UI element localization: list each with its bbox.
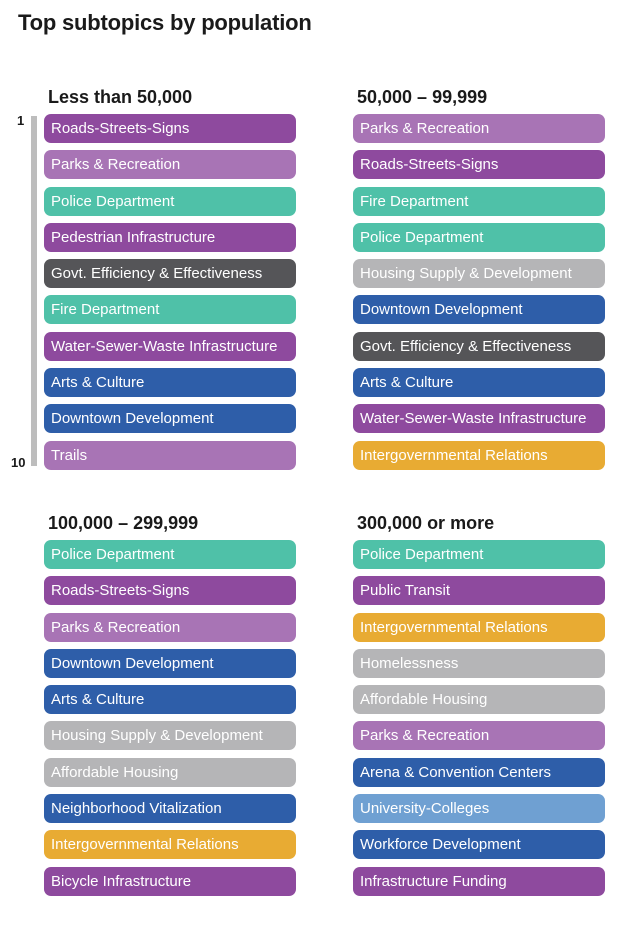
ranked-subtopic-pill: Govt. Efficiency & Effectiveness	[44, 259, 296, 288]
ranked-subtopic-pill: Parks & Recreation	[353, 721, 605, 750]
ranked-subtopic-pill: Downtown Development	[44, 649, 296, 678]
rank-label-bottom: 10	[11, 455, 26, 470]
rank-scale-bar	[31, 116, 37, 466]
ranked-subtopic-pill: Police Department	[353, 223, 605, 252]
pill-list	[44, 114, 296, 470]
ranked-subtopic-pill: Police Department	[353, 540, 605, 569]
ranked-subtopic-pill: Homelessness	[353, 649, 605, 678]
ranked-subtopic-pill: Arts & Culture	[44, 368, 296, 397]
ranked-subtopic-pill: Arts & Culture	[44, 685, 296, 714]
group-heading: Less than 50,000	[48, 87, 193, 107]
rank-label-top: 1	[17, 113, 25, 128]
ranked-subtopic-pill: Parks & Recreation	[44, 150, 296, 179]
ranked-subtopic-pill: Fire Department	[44, 295, 296, 324]
ranked-subtopic-pill: Police Department	[44, 187, 296, 216]
ranked-subtopic-pill: Roads-Streets-Signs	[353, 150, 605, 179]
ranked-subtopic-pill: Intergovernmental Relations	[353, 441, 605, 470]
pill-list	[44, 540, 296, 896]
ranked-subtopic-pill: Public Transit	[353, 576, 605, 605]
ranked-subtopic-pill: Arena & Convention Centers	[353, 758, 605, 787]
ranked-subtopic-pill: Affordable Housing	[353, 685, 605, 714]
ranked-subtopic-pill: Trails	[44, 441, 296, 470]
ranked-subtopic-pill: Downtown Development	[44, 404, 296, 433]
ranked-subtopic-pill: University-Colleges	[353, 794, 605, 823]
ranked-subtopic-pill: Intergovernmental Relations	[44, 830, 296, 859]
ranked-subtopic-pill: Bicycle Infrastructure	[44, 867, 296, 896]
pill-list	[353, 540, 605, 896]
ranked-subtopic-pill: Arts & Culture	[353, 368, 605, 397]
ranked-subtopic-pill: Parks & Recreation	[44, 613, 296, 642]
ranked-subtopic-pill: Housing Supply & Development	[44, 721, 296, 750]
group-300k-plus	[353, 512, 605, 903]
ranked-subtopic-pill: Roads-Streets-Signs	[44, 114, 296, 143]
ranked-subtopic-pill: Intergovernmental Relations	[353, 613, 605, 642]
chart-title: Top subtopics by population	[18, 10, 312, 35]
ranked-subtopic-pill: Fire Department	[353, 187, 605, 216]
ranked-subtopic-pill: Parks & Recreation	[353, 114, 605, 143]
ranked-subtopic-pill: Water-Sewer-Waste Infrastructure	[353, 404, 605, 433]
ranked-subtopic-pill: Downtown Development	[353, 295, 605, 324]
ranked-subtopic-pill: Neighborhood Vitalization	[44, 794, 296, 823]
group-100k-299k	[44, 512, 296, 903]
ranked-subtopic-pill: Govt. Efficiency & Effectiveness	[353, 332, 605, 361]
group-heading: 100,000 – 299,999	[48, 513, 199, 533]
ranked-subtopic-pill: Affordable Housing	[44, 758, 296, 787]
group-heading: 300,000 or more	[357, 513, 495, 533]
ranked-subtopic-pill: Infrastructure Funding	[353, 867, 605, 896]
ranked-subtopic-pill: Police Department	[44, 540, 296, 569]
ranked-subtopic-pill: Workforce Development	[353, 830, 605, 859]
group-heading: 50,000 – 99,999	[357, 87, 488, 107]
pill-list	[353, 114, 605, 470]
group-under-50k	[44, 86, 296, 477]
ranked-subtopic-pill: Pedestrian Infrastructure	[44, 223, 296, 252]
ranked-subtopic-pill: Water-Sewer-Waste Infrastructure	[44, 332, 296, 361]
group-50k-99k	[353, 86, 605, 477]
ranked-subtopic-pill: Roads-Streets-Signs	[44, 576, 296, 605]
ranked-subtopic-pill: Housing Supply & Development	[353, 259, 605, 288]
